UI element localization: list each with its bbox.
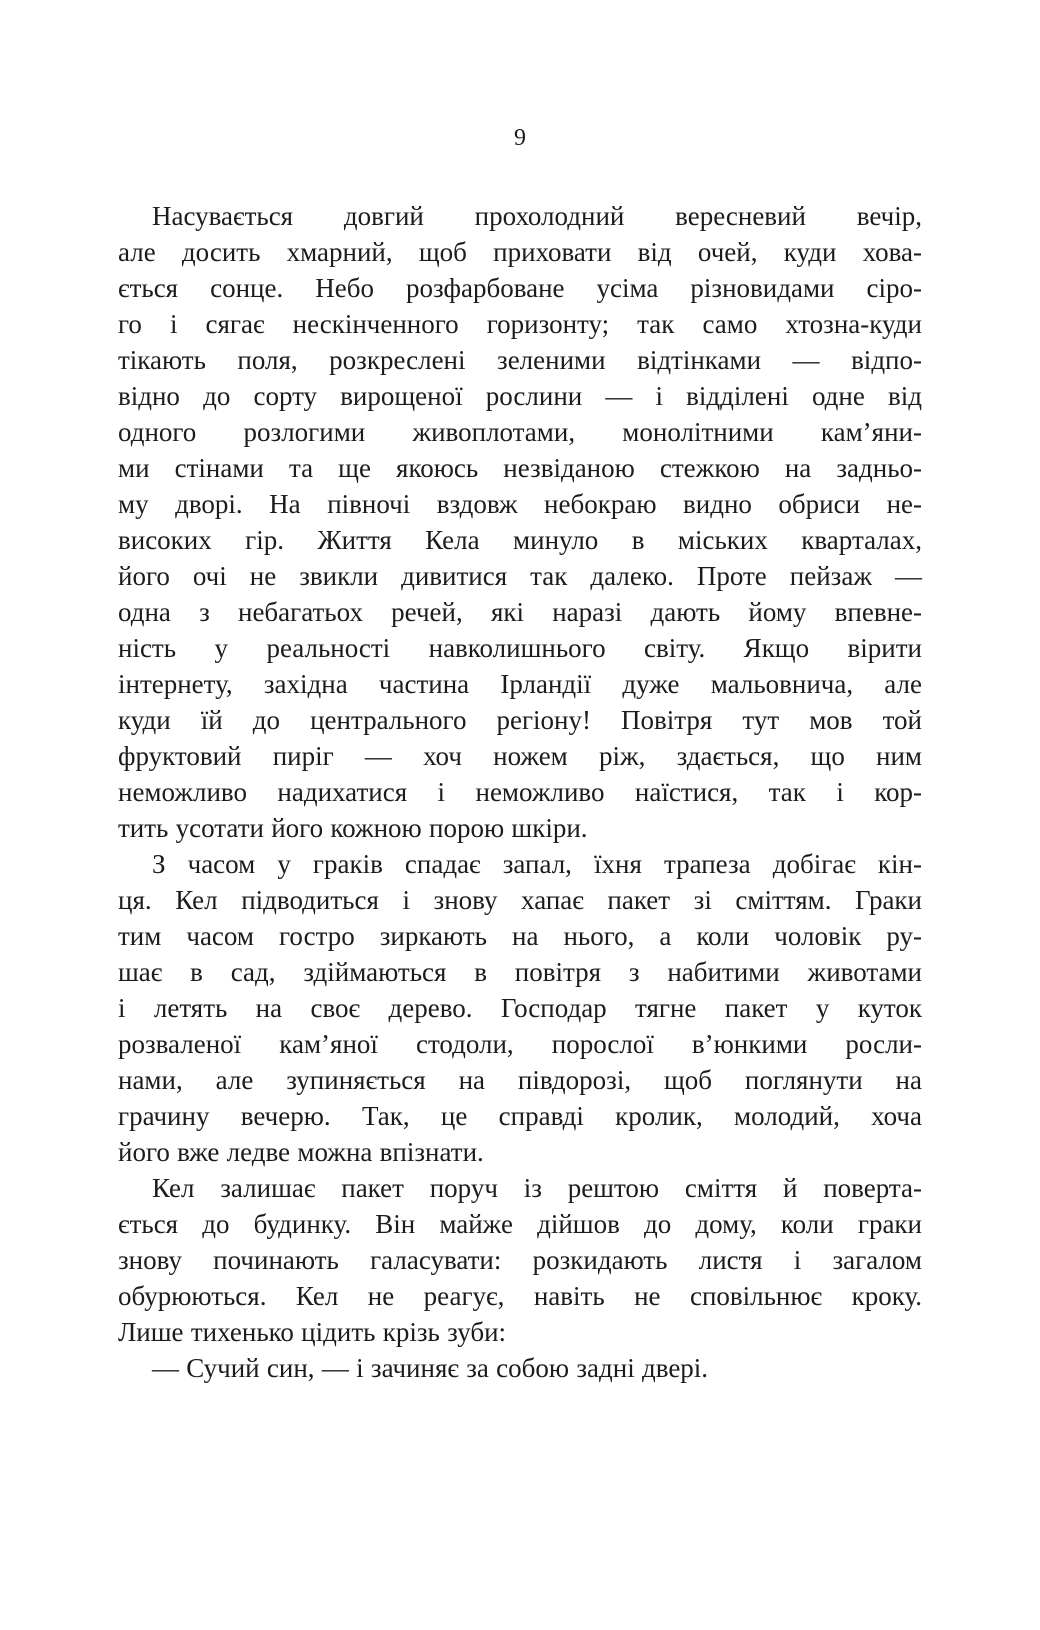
- text-line: ми стінами та ще якоюсь незвіданою стежкою на задньо-: [118, 453, 922, 483]
- text-line: Насувається довгий прохолодний вересневий вечір,: [152, 201, 922, 231]
- text-line: його вже ледве можна впізнати.: [118, 1137, 484, 1167]
- text-line: відно до сорту вирощеної рослини — і відділені одне від: [118, 381, 922, 411]
- text-line: З часом у граків спадає запал, їхня трапеза добігає кін-: [152, 849, 922, 879]
- text-line: одного розлогими живоплотами, монолітними кам’яни-: [118, 417, 922, 447]
- text-line: му дворі. На півночі вздовж небокраю видно обриси не-: [118, 489, 922, 519]
- text-line: грачину вечерю. Так, це справді кролик, молодий, хоча: [118, 1101, 922, 1131]
- text-line: Лише тихенько цідить крізь зуби:: [118, 1317, 507, 1347]
- text-line: знову починають галасувати: розкидають листя і загалом: [118, 1245, 922, 1275]
- paragraph: [118, 198, 922, 846]
- paragraph: [118, 846, 922, 1170]
- paragraph: [118, 1170, 922, 1350]
- text-line: фруктовий пиріг — хоч ножем ріж, здається, що ним: [118, 741, 922, 771]
- text-line: і летять на своє дерево. Господар тягне пакет у куток: [118, 993, 922, 1023]
- text-line: тить усотати його кожною порою шкіри.: [118, 813, 588, 843]
- text-line: обурюються. Кел не реагує, навіть не сповільнює кроку.: [118, 1281, 922, 1311]
- text-line: ця. Кел підводиться і знову хапає пакет зі сміттям. Граки: [118, 885, 922, 915]
- text-line: Кел залишає пакет поруч із рештою сміття й поверта-: [152, 1173, 922, 1203]
- page-number: 9: [514, 125, 526, 151]
- text-line: — Сучий син, — і зачиняє за собою задні двері.: [152, 1353, 709, 1383]
- text-line: тікають поля, розкреслені зеленими відтінками — відпо-: [118, 345, 922, 375]
- paragraph: [118, 1350, 922, 1386]
- text-line: розваленої кам’яної стодоли, порослої в’юнкими росли-: [118, 1029, 922, 1059]
- text-line: неможливо надихатися і неможливо наїстися, так і кор-: [118, 777, 922, 807]
- text-line: ється сонце. Небо розфарбоване усіма різновидами сіро-: [118, 273, 922, 303]
- text-line: його очі не звикли дивитися так далеко. Проте пейзаж —: [118, 561, 922, 591]
- text-line: ність у реальності навколишнього світу. Якщо вірити: [118, 633, 922, 663]
- text-line: шає в сад, здіймаються в повітря з набитими животами: [118, 957, 922, 987]
- text-line: тим часом гостро зиркають на нього, а коли чоловік ру-: [118, 921, 922, 951]
- text-line: куди їй до центрального регіону! Повітря тут мов той: [118, 705, 922, 735]
- text-line: але досить хмарний, щоб приховати від очей, куди хова-: [118, 237, 922, 267]
- text-line: високих гір. Життя Кела минуло в міських кварталах,: [118, 525, 922, 555]
- text-line: ється до будинку. Він майже дійшов до дому, коли граки: [118, 1209, 922, 1239]
- text-block: [118, 198, 922, 1386]
- text-line: інтернету, західна частина Ірландії дуже мальовнича, але: [118, 669, 922, 699]
- text-line: го і сягає нескінченного горизонту; так само хтозна-куди: [118, 309, 922, 339]
- text-line: нами, але зупиняється на півдорозі, щоб поглянути на: [118, 1065, 922, 1095]
- text-line: одна з небагатьох речей, які наразі дають йому впевне-: [118, 597, 922, 627]
